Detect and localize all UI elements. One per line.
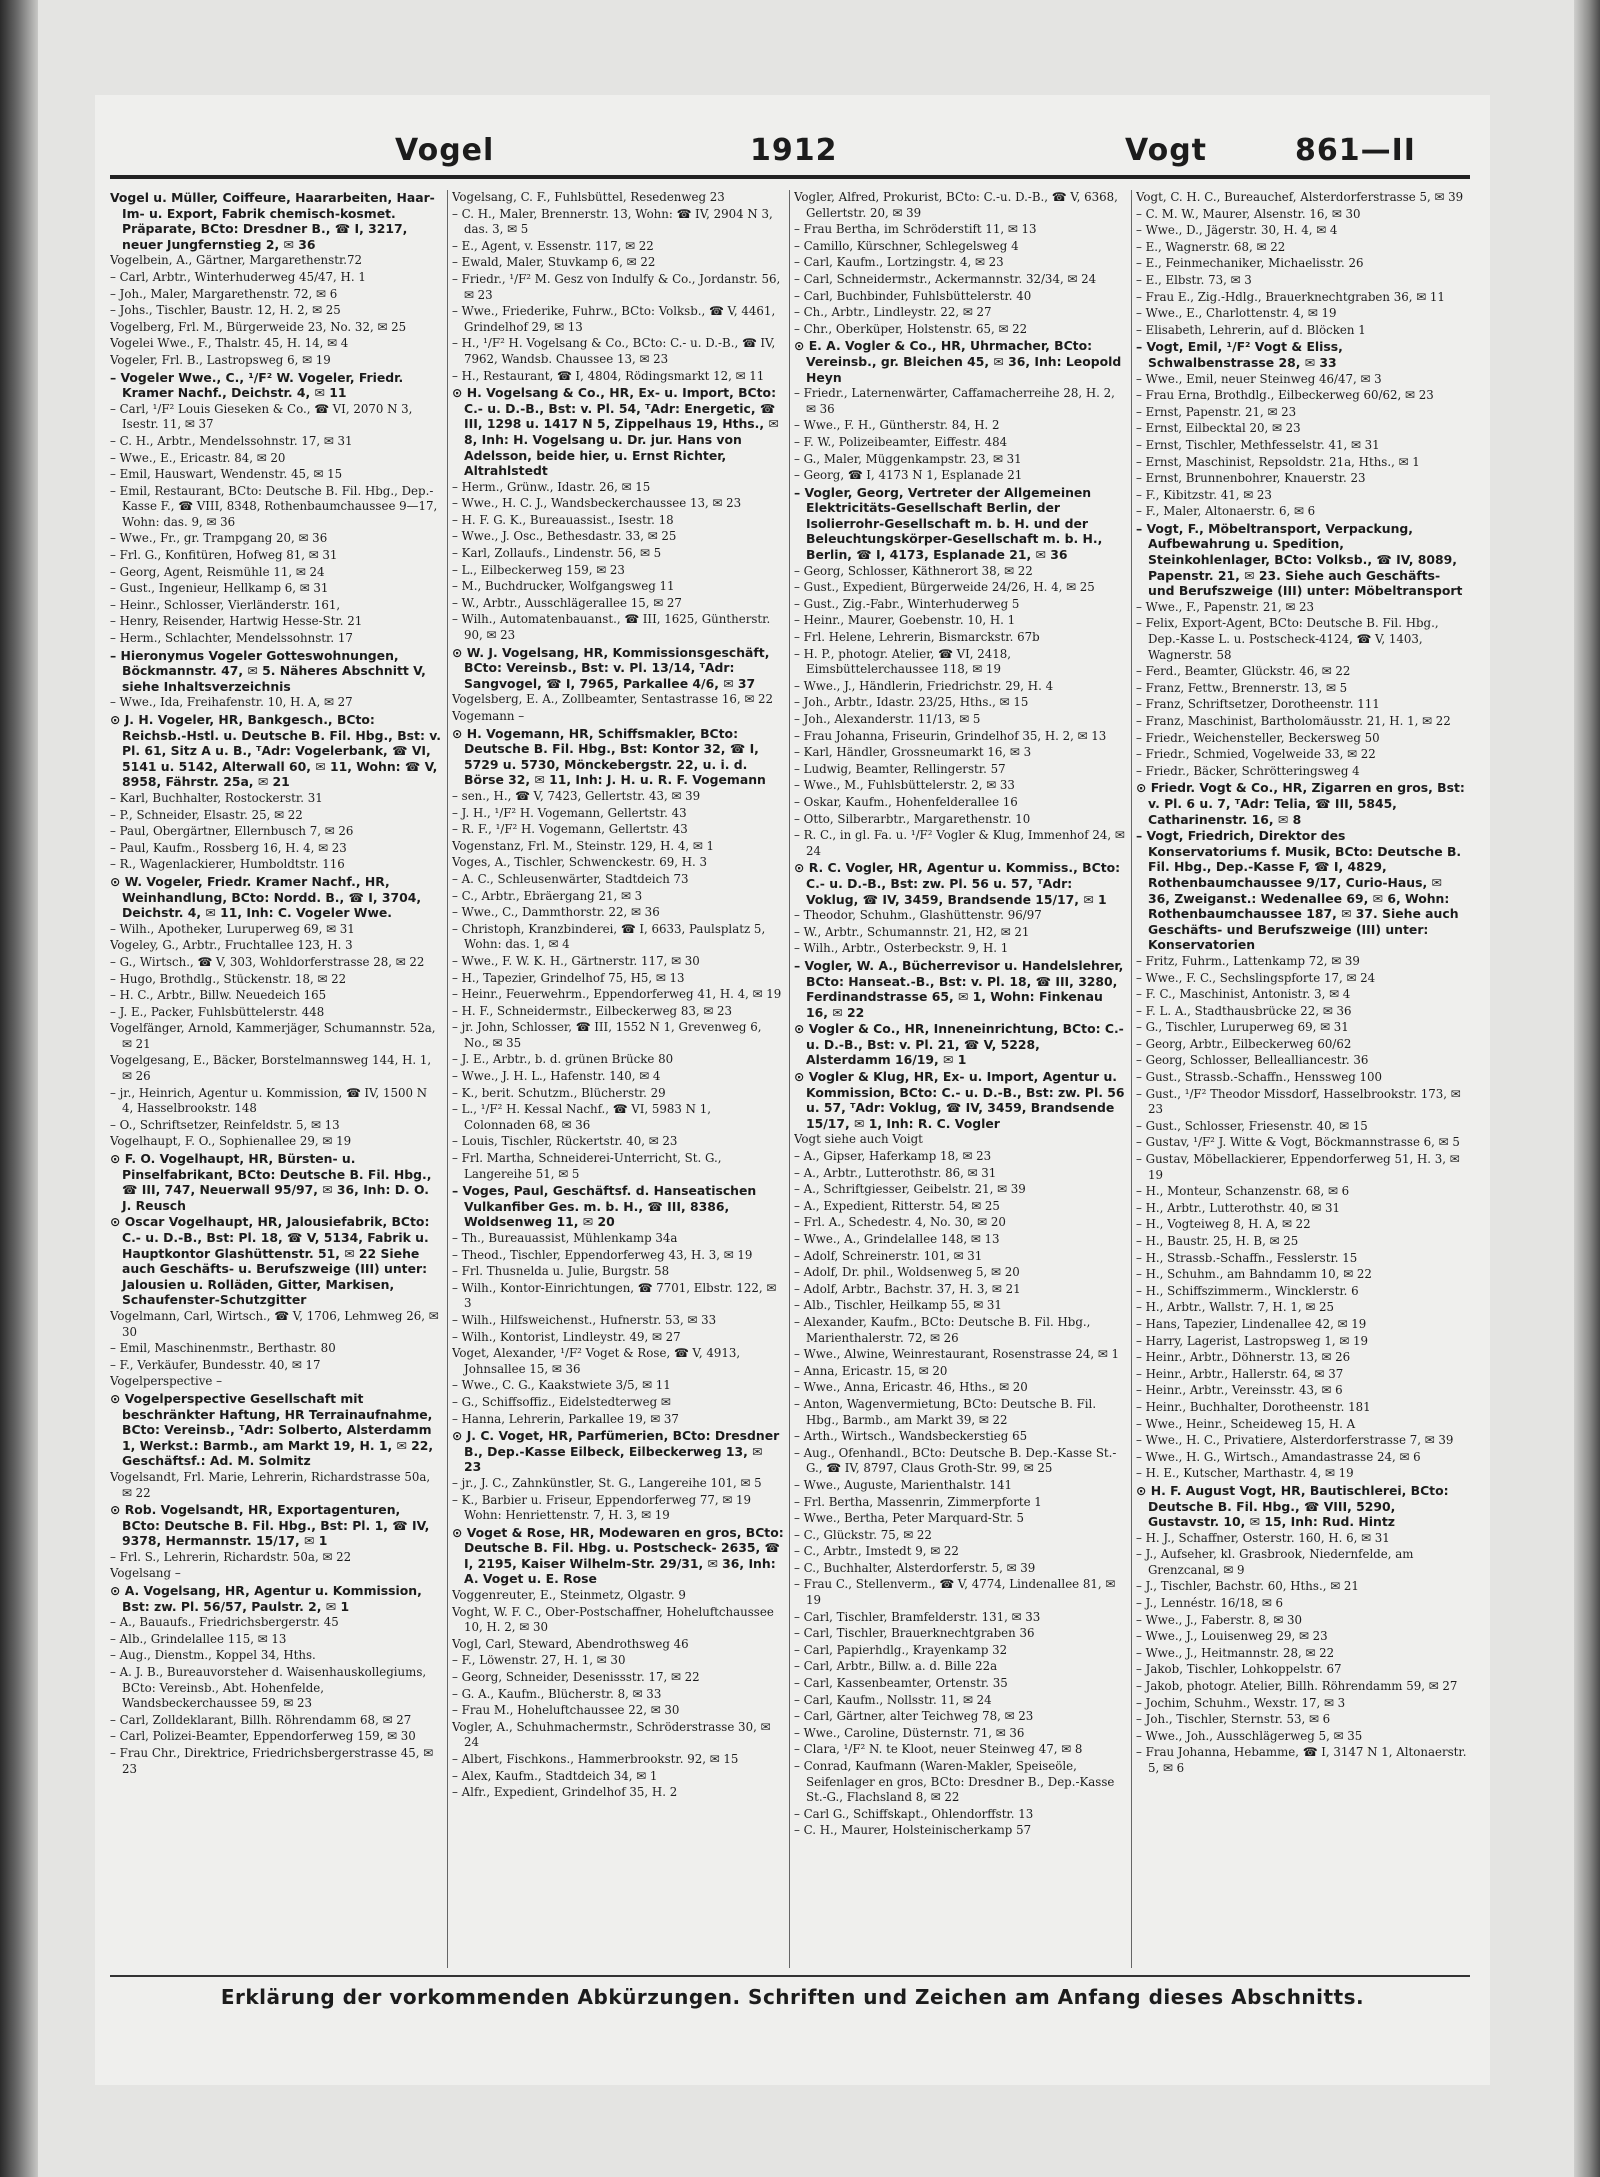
directory-entry: – Wilh., Automatenbauanst., ☎ III, 1625, Güntherstr. 90, ✉ 23 — [452, 612, 771, 643]
directory-entry: – A., Schriftgiesser, Geibelstr. 21, ✉ 39 — [794, 1182, 1026, 1197]
header-left-keyword: Vogel — [395, 133, 495, 168]
directory-entry: – Frau C., Stellenverm., ☎ V, 4774, Lindenallee 81, ✉ 19 — [794, 1577, 1116, 1608]
directory-entry: – J., Tischler, Bachstr. 60, Hths., ✉ 21 — [1136, 1579, 1359, 1594]
directory-entry: Vogel u. Müller, Coiffeure, Haararbeiten, Haar-Im- u. Export, Fabrik chemisch-kosmet. Präparate, BCto: Dresdner B., ☎ I, 3217, neuer Jungfernstieg 2, ✉ 36 — [110, 190, 435, 252]
directory-entry: – W., Arbtr., Ausschlägerallee 15, ✉ 27 — [452, 595, 682, 610]
directory-entry: – Heinr., Arbtr., Hallerstr. 64, ✉ 37 — [1136, 1366, 1344, 1381]
directory-entry: – Wwe., F., Papenstr. 21, ✉ 23 — [1136, 599, 1315, 614]
header-year: 1912 — [750, 133, 838, 168]
directory-entry: Vogelbein, A., Gärtner, Margarethenstr.72 — [110, 253, 363, 268]
directory-entry: – Franz, Maschinist, Bartholomäusstr. 21, H. 1, ✉ 22 — [1136, 714, 1451, 728]
directory-entry: – H., ¹/F² H. Vogelsang & Co., BCto: C.- u. D.-B., ☎ IV, 7962, Wandsb. Chaussee 13, ✉ 23 — [452, 336, 776, 366]
directory-entry: – Heinr., Feuerwehrm., Eppendorferweg 41, H. 4, ✉ 19 — [452, 987, 782, 1002]
abbreviations-note: Erklärung der vorkommenden Abkürzungen. Schriften und Zeichen am Anfang dieses Abschnitts. — [220, 1985, 1365, 2009]
directory-entry: – Wwe., J. Osc., Bethesdastr. 33, ✉ 25 — [452, 529, 677, 544]
directory-entry: – G., Schiffsoffiz., Eidelstedterweg ✉ — [452, 1394, 671, 1409]
directory-entry: – jr., J. C., Zahnkünstler, St. G., Langereihe 101, ✉ 5 — [452, 1475, 762, 1490]
directory-entry: – Clara, ¹/F² N. te Kloot, neuer Steinweg 47, ✉ 8 — [794, 1742, 1083, 1757]
directory-entry: – Ewald, Maler, Stuvkamp 6, ✉ 22 — [452, 255, 656, 270]
directory-entry: – L., Eilbeckerweg 159, ✉ 23 — [452, 562, 625, 577]
directory-entry: – Wwe., M., Fuhlsbüttelerstr. 2, ✉ 33 — [794, 778, 1015, 793]
directory-entry: – J., Aufseher, kl. Grasbrook, Niedernfelde, am Grenzcanal, ✉ 9 — [1136, 1547, 1414, 1577]
directory-entry: – C., Arbtr., Ebräergang 21, ✉ 3 — [452, 888, 643, 903]
directory-entry: – Aug., Ofenhandl., BCto: Deutsche B. Dep.-Kasse St.-G., ☎ IV, 8797, Claus Groth-Str. 99, ✉ 25 — [794, 1445, 1117, 1476]
directory-entry: – Frl. G., Konfitüren, Hofweg 81, ✉ 31 — [110, 548, 338, 563]
directory-entry: ⊙ Vogelperspective Gesellschaft mit beschränkter Haftung, HR Terrainaufnahme, BCto: Vereinsb., ᵀAdr: Solberto, Alsterdamm 1, Werkst.: Barmb., am Markt 19, H. 1, ✉ 22, Geschäftsf.: Ad. M. Solmitz — [110, 1390, 434, 1469]
directory-entry: – K., Barbier u. Friseur, Eppendorferweg 77, ✉ 19 Wohn: Henriettenstr. 7, H. 3, ✉ 19 — [452, 1492, 752, 1523]
directory-entry: – Ernst, Maschinist, Repsoldstr. 21a, Hths., ✉ 1 — [1136, 454, 1420, 469]
directory-entry: Vogelsang, C. F., Fuhlsbüttel, Resedenweg 23 — [452, 190, 725, 204]
directory-entry: – jr., Heinrich, Agentur u. Kommission, ☎ IV, 1500 N 4, Hasselbrookstr. 148 — [110, 1085, 428, 1116]
directory-entry: – Ernst, Brunnenbohrer, Knauerstr. 23 — [1136, 471, 1366, 486]
directory-entry: – Jochim, Schuhm., Wexstr. 17, ✉ 3 — [1136, 1695, 1346, 1710]
directory-entry: – Georg, Schlosser, Bellealliancestr. 36 — [1136, 1053, 1369, 1068]
directory-entry: – Th., Bureauassist, Mühlenkamp 34a — [452, 1231, 678, 1245]
directory-entry: – jr. John, Schlosser, ☎ III, 1552 N 1, Grevenweg 6, No., ✉ 35 — [452, 1020, 762, 1050]
directory-entry: – Carl, Kaufm., Lortzingstr. 4, ✉ 23 — [794, 255, 1004, 270]
directory-entry: – Wwe., Alwine, Weinrestaurant, Rosenstrasse 24, ✉ 1 — [794, 1347, 1119, 1362]
directory-entry: – Emil, Maschinenmstr., Berthastr. 80 — [110, 1341, 336, 1356]
directory-entry: – Carl, Kassenbeamter, Ortenstr. 35 — [794, 1676, 1008, 1691]
directory-entry: – Herm., Grünw., Idastr. 26, ✉ 15 — [452, 479, 651, 494]
header-page-number: 861—II — [1295, 133, 1416, 168]
directory-entry: – A., Arbtr., Lutterothstr. 86, ✉ 31 — [794, 1165, 997, 1180]
directory-entry: – Otto, Silberarbtr., Margarethenstr. 10 — [794, 811, 1031, 826]
directory-entry: – Carl, Buchbinder, Fuhlsbüttelerstr. 40 — [794, 288, 1032, 303]
directory-entry: – Karl, Buchhalter, Rostockerstr. 31 — [110, 790, 323, 805]
directory-entry: – H., Schuhm., am Bahndamm 10, ✉ 22 — [1136, 1267, 1372, 1282]
directory-entry: – Heinr., Buchhalter, Dorotheenstr. 181 — [1136, 1399, 1371, 1414]
directory-entry: Vogeley, G., Arbtr., Fruchtallee 123, H. 3 — [110, 938, 353, 953]
directory-entry: – R., Wagenlackierer, Humboldtstr. 116 — [110, 857, 345, 872]
directory-entry: – C. H., Arbtr., Mendelssohnstr. 17, ✉ 31 — [110, 433, 353, 448]
directory-entry: – A., Gipser, Haferkamp 18, ✉ 23 — [794, 1149, 992, 1164]
directory-entry: – Vogt, Emil, ¹/F² Vogt & Eliss, Schwalbenstrasse 28, ✉ 33 — [1136, 339, 1343, 370]
directory-entry: – Ludwig, Beamter, Rellingerstr. 57 — [794, 761, 1006, 776]
directory-entry: – Gust., ¹/F² Theodor Missdorf, Hasselbrookstr. 173, ✉ 23 — [1136, 1086, 1461, 1117]
directory-entry: – Frau Erna, Brothdlg., Eilbeckerweg 60/62, ✉ 23 — [1136, 388, 1434, 403]
directory-entry: – Wwe., J., Louisenweg 29, ✉ 23 — [1136, 1629, 1328, 1644]
directory-entry: – Friedr., Weichensteller, Beckersweg 50 — [1136, 730, 1380, 745]
directory-entry: – J. H., ¹/F² H. Vogemann, Gellertstr. 43 — [452, 805, 687, 820]
directory-entry: – F., Kibitzstr. 41, ✉ 23 — [1136, 487, 1272, 502]
directory-entry: – Wwe., J., Heitmannstr. 28, ✉ 22 — [1136, 1645, 1335, 1660]
directory-entry: – A. C., Schleusenwärter, Stadtdeich 73 — [452, 871, 689, 886]
directory-entry: – Wwe., D., Jägerstr. 30, H. 4, ✉ 4 — [1136, 223, 1338, 238]
header-right-keyword: Vogt — [1125, 133, 1208, 168]
directory-entry: – Johs., Tischler, Baustr. 12, H. 2, ✉ 25 — [110, 303, 341, 318]
directory-entry: – Camillo, Kürschner, Schlegelsweg 4 — [794, 238, 1019, 253]
directory-entry: – Carl, Arbtr., Billw. a. d. Bille 22a — [794, 1659, 998, 1674]
directory-entry: – Frau Chr., Direktrice, Friedrichsbergerstrasse 45, ✉ 23 — [110, 1746, 434, 1776]
directory-entry: – Frl. Helene, Lehrerin, Bismarckstr. 67b — [794, 630, 1040, 645]
directory-entry: Voget, Alexander, ¹/F² Voget & Rose, ☎ V, 4913, Johnsallee 15, ✉ 36 — [452, 1346, 741, 1376]
directory-entry: – Gust., Zig.-Fabr., Winterhuderweg 5 — [794, 596, 1020, 611]
directory-entry: – Herm., Schlachter, Mendelssohnstr. 17 — [110, 631, 353, 646]
directory-entry: Vogelperspective – — [110, 1374, 223, 1389]
directory-entry: – Heinr., Maurer, Goebenstr. 10, H. 1 — [794, 613, 1016, 628]
directory-entry: – P., Schneider, Elsastr. 25, ✉ 22 — [110, 807, 303, 822]
directory-entry: – Wwe., C. G., Kaakstwiete 3/5, ✉ 11 — [452, 1378, 671, 1393]
directory-entry: – L., ¹/F² H. Kessal Nachf., ☎ VI, 5983 N 1, Colonnaden 68, ✉ 36 — [452, 1102, 712, 1132]
directory-entry: – C., Arbtr., Imstedt 9, ✉ 22 — [794, 1544, 959, 1559]
directory-entry: – H., Arbtr., Lutterothstr. 40, ✉ 31 — [1136, 1200, 1340, 1215]
column-divider — [789, 190, 790, 1968]
running-header — [95, 133, 1490, 193]
directory-entry: – Wwe., F. C., Sechslingspforte 17, ✉ 24 — [1136, 970, 1376, 985]
directory-entry: Vogelhaupt, F. O., Sophienallee 29, ✉ 19 — [110, 1134, 352, 1149]
directory-entry: – H., Strassb.-Schaffn., Fesslerstr. 15 — [1136, 1250, 1358, 1265]
directory-entry: – Friedr., Bäcker, Schrötteringsweg 4 — [1136, 763, 1360, 778]
directory-entry: – H. E., Kutscher, Marthastr. 4, ✉ 19 — [1136, 1466, 1354, 1481]
directory-entry: – Georg, ☎ I, 4173 N 1, Esplanade 21 — [794, 468, 1023, 483]
directory-entry: – Hugo, Brothdlg., Stückenstr. 18, ✉ 22 — [110, 971, 347, 986]
directory-entry: – Hanna, Lehrerin, Parkallee 19, ✉ 37 — [452, 1411, 679, 1426]
directory-entry: – Friedr., ¹/F² M. Gesz von Indulfy & Co., Jordanstr. 56, ✉ 23 — [452, 271, 781, 302]
directory-entry: – Gust., Strassb.-Schaffn., Henssweg 100 — [1136, 1070, 1383, 1085]
directory-entry: – Georg, Schneider, Desenissstr. 17, ✉ 22 — [452, 1670, 700, 1685]
directory-entry: – Ch., Arbtr., Lindleystr. 22, ✉ 27 — [794, 305, 992, 320]
directory-entry: – Emil, Restaurant, BCto: Deutsche B. Fil. Hbg., Dep.-Kasse F., ☎ VIII, 8348, Rothenbaumchaussee 9—17, Wohn: das. 9, ✉ 36 — [110, 483, 438, 529]
directory-entry: – H. C., Arbtr., Billw. Neuedeich 165 — [110, 988, 327, 1003]
directory-entry: Vogt siehe auch Voigt — [794, 1132, 923, 1147]
directory-entry: – Wwe., A., Grindelallee 148, ✉ 13 — [794, 1232, 1000, 1246]
directory-entry: – Joh., Alexanderstr. 11/13, ✉ 5 — [794, 712, 981, 726]
directory-entry: – Georg, Agent, Reismühle 11, ✉ 24 — [110, 564, 325, 579]
directory-entry: – Wwe., Anna, Ericastr. 46, Hths., ✉ 20 — [794, 1380, 1028, 1395]
directory-entry: – Wwe., H. C. J., Wandsbeckerchaussee 13, ✉ 23 — [452, 496, 742, 511]
directory-entry: Voght, W. F. C., Ober-Postschaffner, Hoheluftchaussee 10, H. 2, ✉ 30 — [452, 1604, 774, 1635]
directory-entry: – Carl, Papierhdlg., Krayenkamp 32 — [794, 1642, 1008, 1657]
directory-entry: Vogenstanz, Frl. M., Steinstr. 129, H. 4, ✉ 1 — [452, 838, 714, 853]
directory-entry: – Alb., Grindelallee 115, ✉ 13 — [110, 1631, 287, 1646]
directory-entry: – Theodor, Schuhm., Glashüttenstr. 96/97 — [794, 908, 1042, 923]
directory-entry: – Heinr., Arbtr., Döhnerstr. 13, ✉ 26 — [1136, 1350, 1351, 1365]
directory-entry: – W., Arbtr., Schumannstr. 21, H2, ✉ 21 — [794, 924, 1030, 939]
directory-entry: – Joh., Tischler, Sternstr. 53, ✉ 6 — [1136, 1712, 1331, 1727]
directory-entry: – Joh., Maler, Margarethenstr. 72, ✉ 6 — [110, 286, 338, 301]
directory-columns — [110, 190, 1470, 1968]
directory-entry: – Alex, Kaufm., Stadtdeich 34, ✉ 1 — [452, 1768, 658, 1783]
directory-entry: – Frl. Martha, Schneiderei-Unterricht, St. G., Langereihe 51, ✉ 5 — [452, 1151, 722, 1181]
directory-entry: – A. J. B., Bureauvorsteher d. Waisenhauskollegiums, BCto: Vereinsb., Abt. Hohenfelde, Wandsbeckerchaussee 59, ✉ 23 — [110, 1665, 427, 1711]
directory-entry: ⊙ A. Vogelsang, HR, Agentur u. Kommission, Bst: zw. Pl. 56/57, Paulstr. 2, ✉ 1 — [110, 1583, 422, 1614]
directory-entry: – Paul, Obergärtner, Ellernbusch 7, ✉ 26 — [110, 824, 354, 839]
directory-entry: – Alfr., Expedient, Grindelhof 35, H. 2 — [452, 1785, 678, 1800]
directory-entry: – C., Glückstr. 75, ✉ 22 — [794, 1527, 932, 1542]
directory-entry: – Vogler, Georg, Vertreter der Allgemeinen Elektricitäts-Gesellschaft Berlin, der Isolierrohr-Gesellschaft m. b. H. und der Beleuchtungskörper-Gesellschaft m. b. H., Berlin, ☎ I, 4173, Esplanade 21, ✉ 36 — [794, 484, 1103, 563]
directory-entry: ⊙ Friedr. Vogt & Co., HR, Zigarren en gros, Bst: v. Pl. 6 u. 7, ᵀAdr: Telia, ☎ III, 5845, Catharinenstr. 16, ✉ 8 — [1136, 780, 1465, 827]
directory-entry: – Theod., Tischler, Eppendorferweg 43, H. 3, ✉ 19 — [452, 1247, 753, 1262]
directory-entry: – Carl G., Schiffskapt., Ohlendorffstr. 13 — [794, 1806, 1034, 1821]
directory-entry: – Georg, Schlosser, Käthnerort 38, ✉ 22 — [794, 563, 1033, 578]
directory-entry: – Albert, Fischkons., Hammerbrookstr. 92, ✉ 15 — [452, 1752, 739, 1766]
column-3 — [794, 190, 1126, 1968]
directory-entry: – Frau Bertha, im Schröderstift 11, ✉ 13 — [794, 222, 1037, 237]
directory-entry: – Vogler, W. A., Bücherrevisor u. Handelslehrer, BCto: Hanseat.-B., Bst: v. Pl. 18, ☎ III, 3280, Ferdinandstrasse 65, ✉ 1, Wohn: Finkenau 16, ✉ 22 — [794, 957, 1124, 1020]
directory-entry: – C. M. W., Maurer, Alsenstr. 16, ✉ 30 — [1136, 206, 1361, 221]
column-1 — [110, 190, 442, 1968]
directory-entry: – Friedr., Laternenwärter, Caffamacherreihe 28, H. 2, ✉ 36 — [794, 386, 1115, 416]
footer-rule — [110, 1975, 1470, 1977]
directory-entry: Vogelgesang, E., Bäcker, Borstelmannsweg 144, H. 1, ✉ 26 — [110, 1053, 432, 1084]
directory-entry: – Wilh., Kontorist, Lindleystr. 49, ✉ 27 — [452, 1329, 681, 1344]
directory-entry: Vogelmann, Carl, Wirtsch., ☎ V, 1706, Lehmweg 26, ✉ 30 — [110, 1308, 439, 1339]
directory-entry: – Oskar, Kaufm., Hohenfelderallee 16 — [794, 794, 1018, 809]
directory-entry: – Wwe., Fr., gr. Trampgang 20, ✉ 36 — [110, 531, 328, 546]
directory-entry: – R. F., ¹/F² H. Vogemann, Gellertstr. 43 — [452, 822, 688, 837]
directory-entry: – Harry, Lagerist, Lastropsweg 1, ✉ 19 — [1136, 1333, 1368, 1348]
directory-entry: ⊙ J. C. Voget, HR, Parfümerien, BCto: Dresdner B., Dep.-Kasse Eilbeck, Eilbeckerweg 13, ✉ 23 — [452, 1428, 780, 1475]
directory-entry: – Wwe., F. H., Güntherstr. 84, H. 2 — [794, 418, 1000, 433]
directory-entry: – Vogt, Friedrich, Direktor des Konservatoriums f. Musik, BCto: Deutsche B. Fil. Hbg., Dep.-Kasse F, ☎ I, 4829, Rothenbaumchaussee 9/17, Curio-Haus, ✉ 36, Zweiganst.: Wedenallee 69, ✉ 6, Wohn: Rothenbaumchaussee 187, ✉ 37. Siehe auch Geschäfts- und Berufszweige (III) unter: Konservatorien — [1136, 828, 1462, 953]
directory-entry: – Wwe., Heinr., Scheideweg 15, H. A — [1136, 1416, 1356, 1431]
directory-entry: – Frl. Thusnelda u. Julie, Burgstr. 58 — [452, 1264, 670, 1279]
directory-entry: – Ernst, Papenstr. 21, ✉ 23 — [1136, 404, 1297, 419]
directory-entry: – H., Tapezier, Grindelhof 75, H5, ✉ 13 — [452, 970, 685, 985]
directory-entry: – E., Elbstr. 73, ✉ 3 — [1136, 272, 1252, 287]
directory-entry: – G., Wirtsch., ☎ V, 303, Wohldorferstrasse 28, ✉ 22 — [110, 954, 425, 969]
directory-entry: – Wwe., Friederike, Fuhrw., BCto: Volksb., ☎ V, 4461, Grindelhof 29, ✉ 13 — [452, 304, 776, 334]
directory-entry: – Ferd., Beamter, Glückstr. 46, ✉ 22 — [1136, 664, 1351, 679]
directory-entry: – Alb., Tischler, Heilkamp 55, ✉ 31 — [794, 1298, 1002, 1313]
directory-entry: – Ernst, Eilbecktal 20, ✉ 23 — [1136, 421, 1301, 436]
directory-entry: – Heinr., Schlosser, Vierländerstr. 161, — [110, 597, 341, 612]
directory-entry: – H., Schiffszimmerm., Wincklerstr. 6 — [1136, 1283, 1359, 1298]
directory-entry: ⊙ R. C. Vogler, HR, Agentur u. Kommiss., BCto: C.- u. D.-B., Bst: zw. Pl. 56 u. 57, ᵀAdr: Voklug, ☎ IV, 3459, Brandsende 15/17, ✉ 1 — [794, 860, 1121, 907]
directory-entry: – Georg, Arbtr., Eilbeckerweg 60/62 — [1136, 1036, 1352, 1051]
directory-entry: – H., Baustr. 25, H. B, ✉ 25 — [1136, 1234, 1299, 1248]
directory-entry: – Adolf, Schreinerstr. 101, ✉ 31 — [794, 1248, 983, 1263]
directory-entry: – Fritz, Fuhrm., Lattenkamp 72, ✉ 39 — [1136, 953, 1360, 968]
directory-entry: – Hans, Tapezier, Lindenallee 42, ✉ 19 — [1136, 1316, 1367, 1331]
directory-entry: – J. E., Arbtr., b. d. grünen Brücke 80 — [452, 1052, 674, 1067]
directory-entry: – G., Tischler, Luruperweg 69, ✉ 31 — [1136, 1020, 1349, 1035]
directory-entry: – Wilh., Kontor-Einrichtungen, ☎ 7701, Elbstr. 122, ✉ 3 — [452, 1280, 777, 1311]
directory-entry: – G. A., Kaufm., Blücherstr. 8, ✉ 33 — [452, 1686, 662, 1701]
directory-entry: – Paul, Kaufm., Rossberg 16, H. 4, ✉ 23 — [110, 840, 347, 855]
directory-entry: Vogelfänger, Arnold, Kammerjäger, Schumannstr. 52a, ✉ 21 — [110, 1021, 436, 1051]
directory-entry: – Conrad, Kaufmann (Waren-Makler, Speiseöle, Seifenlager en gros, BCto: Dresdner B., Dep.-Kasse St.-G., Flachsland 8, ✉ 22 — [794, 1759, 1115, 1805]
directory-entry: – Frau E., Zig.-Hdlg., Brauerknechtgraben 36, ✉ 11 — [1136, 289, 1445, 304]
directory-entry: – Franz, Schriftsetzer, Dorotheenstr. 111 — [1136, 697, 1380, 712]
directory-entry: – Gust., Schlosser, Friesenstr. 40, ✉ 15 — [1136, 1118, 1368, 1133]
directory-entry: – Wwe., Auguste, Marienthalstr. 141 — [794, 1477, 1013, 1492]
directory-entry: – F. C., Maschinist, Antonistr. 3, ✉ 4 — [1136, 987, 1351, 1002]
directory-entry: – Wwe., H. G., Wirtsch., Amandastrasse 24, ✉ 6 — [1136, 1449, 1421, 1464]
directory-entry: – Ernst, Tischler, Methfesselstr. 41, ✉ 31 — [1136, 437, 1380, 452]
directory-entry: – H., Monteur, Schanzenstr. 68, ✉ 6 — [1136, 1184, 1350, 1199]
directory-entry: – Chr., Oberküper, Holstenstr. 65, ✉ 22 — [794, 321, 1028, 336]
directory-entry: – Vogt, F., Möbeltransport, Verpackung, Aufbewahrung u. Spedition, Steinkohlenlager, BCto: Volksb., ☎ IV, 8089, Papenstr. 21, ✉ 23. Siehe auch Geschäfts- und Berufszweige (III) unter: Möbeltransport — [1136, 520, 1463, 599]
directory-entry: Vogler, A., Schuhmachermstr., Schröderstrasse 30, ✉ 24 — [452, 1719, 771, 1750]
directory-entry: – Frau M., Hoheluftchaussee 22, ✉ 30 — [452, 1703, 680, 1718]
directory-entry: – Adolf, Arbtr., Bachstr. 37, H. 3, ✉ 21 — [794, 1281, 1021, 1296]
directory-entry: – Jakob, photogr. Atelier, Billh. Röhrendamm 59, ✉ 27 — [1136, 1679, 1458, 1694]
directory-entry: – J., Lennéstr. 16/18, ✉ 6 — [1136, 1596, 1283, 1611]
directory-entry: – C. H., Maurer, Holsteinischerkamp 57 — [794, 1823, 1032, 1838]
directory-entry: ⊙ H. F. August Vogt, HR, Bautischlerei, BCto: Deutsche B. Fil. Hbg., ☎ VIII, 5290, Gustavstr. 10, ✉ 15, Inh: Rud. Hintz — [1136, 1482, 1449, 1530]
directory-entry: – Gust., Ingenieur, Hellkamp 6, ✉ 31 — [110, 581, 329, 596]
directory-entry: – Wwe., Joh., Ausschlägerweg 5, ✉ 35 — [1136, 1728, 1363, 1743]
directory-entry: – E., Feinmechaniker, Michaelisstr. 26 — [1136, 256, 1364, 271]
directory-entry: – Wwe., Caroline, Düsternstr. 71, ✉ 36 — [794, 1725, 1025, 1740]
directory-entry: – H. P., photogr. Atelier, ☎ VI, 2418, Eimsbüttelerchaussee 118, ✉ 19 — [794, 646, 1012, 677]
directory-entry: ⊙ Vogler & Co., HR, Inneneinrichtung, BCto: C.- u. D.-B., Bst: v. Pl. 21, ☎ V, 5228, Alsterdamm 16/19, ✉ 1 — [794, 1021, 1124, 1068]
directory-entry: – F., Löwenstr. 27, H. 1, ✉ 30 — [452, 1653, 626, 1668]
directory-entry: Vogler, Alfred, Prokurist, BCto: C.-u. D.-B., ☎ V, 6368, Gellertstr. 20, ✉ 39 — [794, 190, 1118, 220]
directory-entry: – Henry, Reisender, Hartwig Hesse-Str. 21 — [110, 614, 363, 629]
column-divider — [1131, 190, 1132, 1968]
directory-entry: – A., Bauaufs., Friedrichsbergerstr. 45 — [110, 1615, 339, 1630]
column-divider — [447, 190, 448, 1968]
directory-entry: – Franz, Fettw., Brennerstr. 13, ✉ 5 — [1136, 680, 1348, 695]
scan-binding-shadow — [0, 0, 38, 2177]
directory-entry: – Frau Johanna, Friseurin, Grindelhof 35, H. 2, ✉ 13 — [794, 728, 1107, 743]
directory-entry: – M., Buchdrucker, Wolfgangsweg 11 — [452, 579, 675, 594]
directory-entry: – Wwe., J. H. L., Hafenstr. 140, ✉ 4 — [452, 1069, 661, 1084]
directory-entry: – Carl, ¹/F² Louis Gieseken & Co., ☎ VI, 2070 N 3, Isestr. 11, ✉ 37 — [110, 401, 413, 432]
directory-entry: ⊙ Rob. Vogelsandt, HR, Exportagenturen, BCto: Deutsche B. Fil. Hbg., Bst: Pl. 1, ☎ IV, 9378, Hermannstr. 15/17, ✉ 1 — [110, 1502, 430, 1549]
directory-entry: – Carl, Gärtner, alter Teichweg 78, ✉ 23 — [794, 1709, 1034, 1724]
directory-entry: – Frl. S., Lehrerin, Richardstr. 50a, ✉ 22 — [110, 1549, 352, 1564]
directory-entry: – Wwe., Emil, neuer Steinweg 46/47, ✉ 3 — [1136, 371, 1382, 386]
directory-entry: – Wwe., C., Dammthorstr. 22, ✉ 36 — [452, 905, 660, 920]
directory-entry: ⊙ F. O. Vogelhaupt, HR, Bürsten- u. Pinselfabrikant, BCto: Deutsche B. Fil. Hbg., ☎ III, 747, Neuerwall 95/97, ✉ 36, Inh: D. O. J. Reusch — [110, 1151, 432, 1213]
directory-entry: – F., Verkäufer, Bundesstr. 40, ✉ 17 — [110, 1357, 321, 1372]
directory-entry: – Gust., Expedient, Bürgerweide 24/26, H. 4, ✉ 25 — [794, 580, 1095, 595]
directory-entry: Vogt, C. H. C., Bureauchef, Alsterdorferstrasse 5, ✉ 39 — [1136, 190, 1464, 204]
directory-entry: – Karl, Händler, Grossneumarkt 16, ✉ 3 — [794, 745, 1032, 760]
directory-entry: – Wwe., F. W. K. H., Gärtnerstr. 117, ✉ 30 — [452, 953, 700, 968]
directory-entry: – K., berit. Schutzm., Blücherstr. 29 — [452, 1085, 666, 1100]
directory-entry: – C., Buchhalter, Alsterdorferstr. 5, ✉ 39 — [794, 1560, 1036, 1575]
directory-entry: – Anna, Ericastr. 15, ✉ 20 — [794, 1363, 948, 1378]
directory-entry: – J. E., Packer, Fuhlsbüttelerstr. 448 — [110, 1004, 325, 1019]
directory-entry: Vogemann – — [452, 709, 525, 723]
directory-entry: ⊙ J. H. Vogeler, HR, Bankgesch., BCto: Reichsb.-Hstl. u. Deutsche B. Fil. Hbg., Bst: v. Pl. 61, Sitz A u. B., ᵀAdr: Vogelerbank, ☎ VI, 5141 u. 5142, Alterwall 60, ✉ 11, Wohn: ☎ V, 8958, Fährstr. 25a, ✉ 21 — [110, 712, 441, 790]
directory-entry: – Wwe., J., Faberstr. 8, ✉ 30 — [1136, 1612, 1303, 1627]
directory-entry: – Frl. A., Schedestr. 4, No. 30, ✉ 20 — [794, 1215, 1006, 1230]
directory-entry: Vogelsang – — [110, 1566, 181, 1581]
directory-entry: – Louis, Tischler, Rückertstr. 40, ✉ 23 — [452, 1134, 678, 1149]
directory-entry: – Wwe., H. C., Privatiere, Alsterdorferstrasse 7, ✉ 39 — [1136, 1433, 1454, 1448]
directory-entry: – R. C., in gl. Fa. u. ¹/F² Vogler & Klug, Immenhof 24, ✉ 24 — [794, 828, 1125, 858]
directory-entry: – sen., H., ☎ V, 7423, Gellertstr. 43, ✉ 39 — [452, 788, 701, 803]
directory-entry: ⊙ W. Vogeler, Friedr. Kramer Nachf., HR, Weinhandlung, BCto: Nordd. B., ☎ I, 3704, Deichstr. 4, ✉ 11, Inh: C. Vogeler Wwe. — [110, 873, 422, 921]
directory-entry: – G., Maler, Müggenkampstr. 23, ✉ 31 — [794, 451, 1022, 466]
directory-entry: – Carl, Arbtr., Winterhuderweg 45/47, H. 1 — [110, 269, 366, 284]
directory-entry: ⊙ H. Vogemann, HR, Schiffsmakler, BCto: Deutsche B. Fil. Hbg., Bst: Kontor 32, ☎ I, 5729 u. 5730, Mönckebergstr. 22, u. i. d. Börse 32, ✉ 11, Inh: J. H. u. R. F. Vogemann — [452, 725, 766, 788]
directory-entry: – Wwe., E., Ericastr. 84, ✉ 20 — [110, 450, 286, 465]
directory-entry: – Aug., Dienstm., Koppel 34, Hths. — [110, 1648, 316, 1663]
header-rule — [110, 175, 1470, 179]
directory-entry: – Carl, Tischler, Bramfelderstr. 131, ✉ 33 — [794, 1609, 1041, 1624]
directory-entry: – Wwe., J., Händlerin, Friedrichstr. 29, H. 4 — [794, 678, 1054, 693]
directory-entry: – Elisabeth, Lehrerin, auf d. Blöcken 1 — [1136, 322, 1366, 337]
directory-entry: – Frl. Bertha, Massenrin, Zimmerpforte 1 — [794, 1494, 1042, 1509]
directory-entry: Vogelsberg, E. A., Zollbeamter, Sentastrasse 16, ✉ 22 — [452, 692, 774, 707]
directory-entry: – Vogeler Wwe., C., ¹/F² W. Vogeler, Friedr. Kramer Nachf., Deichstr. 4, ✉ 11 — [110, 369, 404, 401]
directory-entry: – Arth., Wirtsch., Wandsbeckerstieg 65 — [794, 1429, 1028, 1444]
directory-entry: – Heinr., Arbtr., Vereinsstr. 43, ✉ 6 — [1136, 1383, 1343, 1398]
directory-entry: – Anton, Wagenvermietung, BCto: Deutsche B. Fil. Hbg., Barmb., am Markt 39, ✉ 22 — [794, 1396, 1097, 1427]
directory-entry: Voggenreuter, E., Steinmetz, Olgastr. 9 — [452, 1588, 686, 1603]
directory-entry: – A., Expedient, Ritterstr. 54, ✉ 25 — [794, 1198, 1000, 1213]
directory-entry: – H., Restaurant, ☎ I, 4804, Rödingsmarkt 12, ✉ 11 — [452, 368, 765, 383]
directory-entry: – Carl, Polizei-Beamter, Eppendorferweg 159, ✉ 30 — [110, 1729, 416, 1744]
directory-entry: – F. W., Polizeibeamter, Eiffestr. 484 — [794, 434, 1008, 449]
directory-entry: – H., Arbtr., Wallstr. 7, H. 1, ✉ 25 — [1136, 1300, 1334, 1315]
directory-entry: – Wwe., Ida, Freihafenstr. 10, H. A, ✉ 27 — [110, 695, 353, 710]
directory-entry: – H. F. G. K., Bureauassist., Isestr. 18 — [452, 512, 674, 527]
directory-entry: – Christoph, Kranzbinderei, ☎ I, 6633, Paulsplatz 5, Wohn: das. 1, ✉ 4 — [452, 921, 766, 952]
directory-entry: – H., Vogteiweg 8, H. A, ✉ 22 — [1136, 1217, 1311, 1232]
directory-entry: Vogeler, Frl. B., Lastropsweg 6, ✉ 19 — [110, 352, 331, 367]
directory-entry: – Carl, Schneidermstr., Ackermannstr. 32/34, ✉ 24 — [794, 271, 1097, 286]
directory-entry: ⊙ W. J. Vogelsang, HR, Kommissionsgeschäft, BCto: Vereinsb., Bst: v. Pl. 13/14, ᵀAdr: Sangvogel, ☎ I, 7965, Parkallee 4/6, ✉ 37 — [452, 644, 770, 691]
directory-entry: ⊙ Voget & Rose, HR, Modewaren en gros, BCto: Deutsche B. Fil. Hbg. u. Postscheck- 2635, ☎ I, 2195, Kaiser Wilhelm-Str. 29/31, ✉ 36, Inh: A. Voget u. E. Rose — [452, 1524, 784, 1587]
directory-entry: – C. H., Maler, Brennerstr. 13, Wohn: ☎ IV, 2904 N 3, das. 3, ✉ 5 — [452, 206, 773, 237]
directory-entry: – Joh., Arbtr., Idastr. 23/25, Hths., ✉ 15 — [794, 695, 1029, 710]
directory-entry: – O., Schriftsetzer, Reinfeldstr. 5, ✉ 13 — [110, 1117, 340, 1132]
directory-entry: – Wilh., Hilfsweichenst., Hufnerstr. 53, ✉ 33 — [452, 1312, 717, 1327]
directory-entry: Vogl, Carl, Steward, Abendrothsweg 46 — [452, 1636, 689, 1651]
column-2 — [452, 190, 784, 1968]
directory-entry: – Hieronymus Vogeler Gotteswohnungen, Böckmannstr. 47, ✉ 5. Näheres Abschnitt V, siehe Inhaltsverzeichnis — [110, 647, 426, 694]
directory-entry: – F., Maler, Altonaerstr. 6, ✉ 6 — [1136, 504, 1316, 519]
directory-entry: – Alexander, Kaufm., BCto: Deutsche B. Fil. Hbg., Marienthalerstr. 72, ✉ 26 — [794, 1314, 1091, 1345]
directory-entry: – H. F., Schneidermstr., Eilbeckerweg 83, ✉ 23 — [452, 1003, 733, 1018]
directory-entry: – Emil, Hauswart, Wendenstr. 45, ✉ 15 — [110, 467, 343, 482]
directory-entry: ⊙ Vogler & Klug, HR, Ex- u. Import, Agentur u. Kommission, BCto: C.- u. D.-B., Bst: zw. Pl. 56 u. 57, ᵀAdr: Voklug, ☎ IV, 3459, Brandsende 15/17, ✉ 1, Inh: R. C. Vogler — [794, 1069, 1125, 1131]
directory-entry: – Voges, Paul, Geschäftsf. d. Hanseatischen Vulkanfiber Ges. m. b. H., ☎ III, 8386, Woldsenweg 11, ✉ 20 — [452, 1183, 757, 1230]
directory-entry: – Carl, Tischler, Brauerknechtgraben 36 — [794, 1626, 1035, 1641]
directory-entry: Vogelei Wwe., F., Thalstr. 45, H. 14, ✉ 4 — [110, 336, 349, 351]
directory-entry: – Wilh., Apotheker, Luruperweg 69, ✉ 31 — [110, 921, 355, 936]
column-4 — [1136, 190, 1468, 1968]
directory-entry: ⊙ H. Vogelsang & Co., HR, Ex- u. Import, BCto: C.- u. D.-B., Bst: v. Pl. 54, ᵀAdr: Energetic, ☎ III, 1298 u. 1417 N 5, Zippelhaus 19, Hths., ✉ 8, Inh: H. Vogelsang u. Dr. jur. Hans von Adelsson, beide hier, u. Ernst Richter, Altrahlstedt — [452, 385, 779, 479]
directory-entry: – Adolf, Dr. phil., Woldsenweg 5, ✉ 20 — [794, 1265, 1020, 1280]
directory-entry: – Karl, Zollaufs., Lindenstr. 56, ✉ 5 — [452, 546, 662, 561]
directory-entry: – E., Agent, v. Essenstr. 117, ✉ 22 — [452, 238, 654, 253]
directory-entry: – Gustav, Möbellackierer, Eppendorferweg 51, H. 3, ✉ 19 — [1136, 1152, 1460, 1182]
directory-entry: – E., Wagnerstr. 68, ✉ 22 — [1136, 239, 1286, 254]
directory-entry: – Wwe., E., Charlottenstr. 4, ✉ 19 — [1136, 306, 1337, 321]
directory-entry: Vogelberg, Frl. M., Bürgerweide 23, No. 32, ✉ 25 — [110, 319, 407, 334]
directory-entry: Vogelsandt, Frl. Marie, Lehrerin, Richardstrasse 50a, ✉ 22 — [110, 1469, 431, 1500]
directory-entry: ⊙ Oscar Vogelhaupt, HR, Jalousiefabrik, BCto: C.- u. D.-B., Bst: Pl. 18, ☎ V, 5134, Fabrik u. Hauptkontor Glashüttenstr. 51, ✉ 22 Siehe auch Geschäfts- u. Berufszweige (III) unter: Jalousien u. Rolläden, Gitter, Markisen, Schaufenster-Schutzgitter — [110, 1214, 430, 1308]
directory-entry: – Jakob, Tischler, Lohkoppelstr. 67 — [1136, 1662, 1342, 1677]
directory-entry: – H. J., Schaffner, Osterstr. 160, H. 6, ✉ 31 — [1136, 1530, 1390, 1545]
directory-entry: – F. L. A., Stadthausbrücke 22, ✉ 36 — [1136, 1003, 1352, 1018]
directory-entry: – Frau Johanna, Hebamme, ☎ I, 3147 N 1, Altonaerstr. 5, ✉ 6 — [1136, 1745, 1467, 1775]
directory-entry: – Friedr., Schmied, Vogelweide 33, ✉ 22 — [1136, 747, 1376, 762]
directory-entry: – Carl, Kaufm., Nollsstr. 11, ✉ 24 — [794, 1692, 992, 1707]
directory-entry: – Carl, Zolldeklarant, Billh. Röhrendamm 68, ✉ 27 — [110, 1712, 412, 1727]
directory-entry: – Gustav, ¹/F² J. Witte & Vogt, Böckmannstrasse 6, ✉ 5 — [1136, 1135, 1460, 1150]
directory-entry: – Wwe., Bertha, Peter Marquard-Str. 5 — [794, 1511, 1025, 1526]
directory-entry: Voges, A., Tischler, Schwenckestr. 69, H. 3 — [452, 855, 708, 870]
directory-entry: – Wilh., Arbtr., Osterbeckstr. 9, H. 1 — [794, 941, 1009, 956]
directory-page — [95, 95, 1490, 2085]
directory-entry: – Felix, Export-Agent, BCto: Deutsche B. Fil. Hbg., Dep.-Kasse L. u. Postscheck-4124, ☎ V, 1403, Wagnerstr. 58 — [1136, 616, 1439, 662]
directory-entry: ⊙ E. A. Vogler & Co., HR, Uhrmacher, BCto: Vereinsb., gr. Bleichen 45, ✉ 36, Inh: Leopold Heyn — [794, 338, 1122, 385]
scan-edge-shadow — [1574, 0, 1600, 2177]
